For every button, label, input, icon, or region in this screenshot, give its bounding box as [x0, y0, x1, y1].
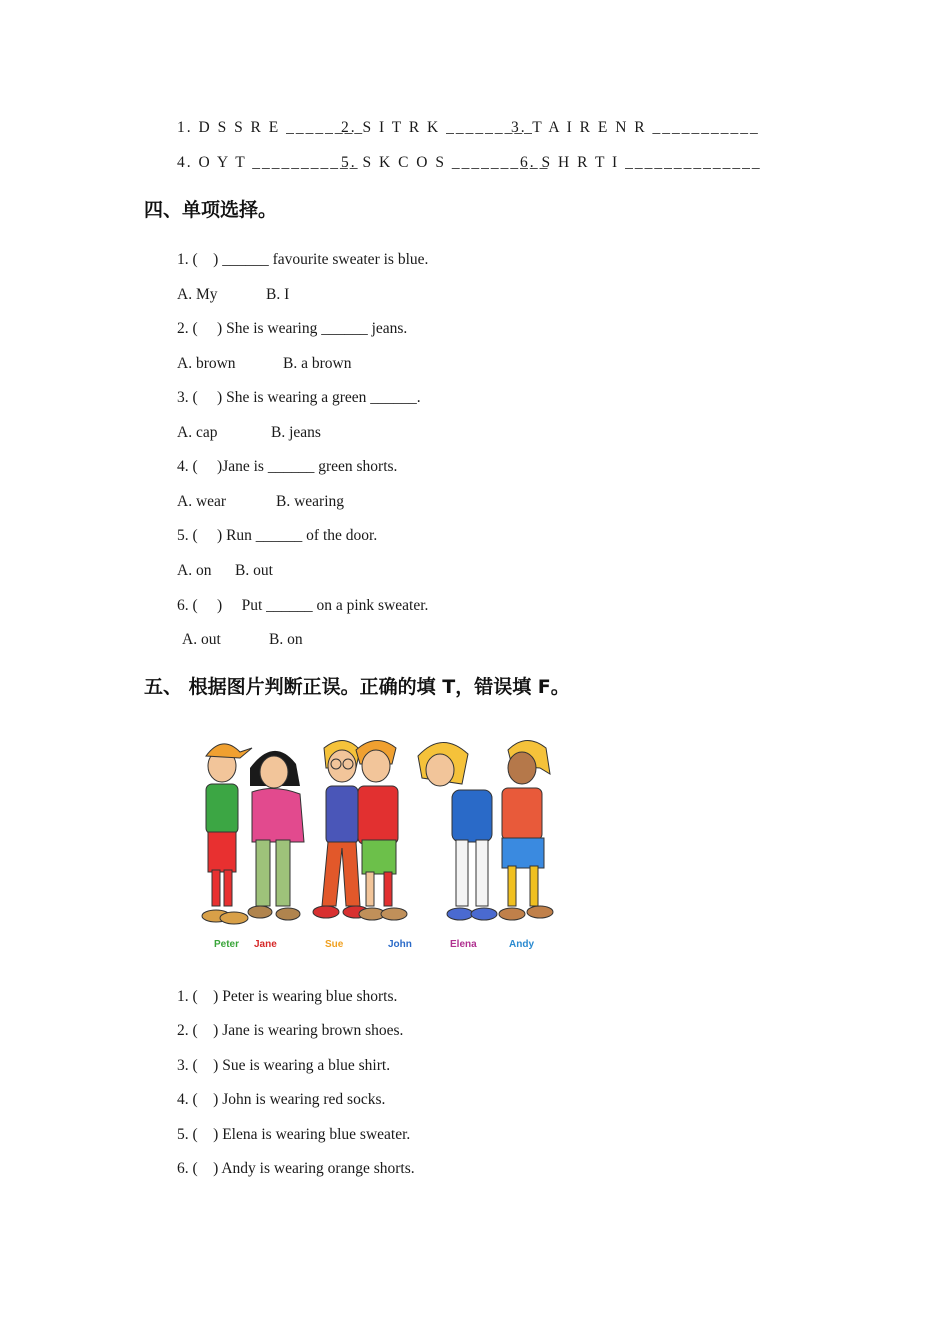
unscramble-2: 2. S I T R K _________ [341, 119, 534, 136]
q2-option-a: A. brown [177, 355, 236, 372]
question-5: 5. ( ) Run ______ of the door. [177, 527, 378, 544]
question-3: 3. ( ) She is wearing a green ______. [177, 389, 421, 406]
q1-option-a: A. My [177, 286, 218, 303]
label-elena: Elena [450, 939, 477, 950]
q2-option-b: B. a brown [283, 355, 352, 372]
statement-3: 3. ( ) Sue is wearing a blue shirt. [177, 1057, 391, 1074]
label-john: John [388, 939, 412, 950]
elena-figure [418, 742, 497, 920]
q6-option-a: A. out [182, 631, 221, 648]
unscramble-4: 4. O Y T ___________ [177, 154, 360, 171]
kids-illustration [196, 728, 562, 954]
statement-1: 1. ( ) Peter is wearing blue shorts. [177, 988, 398, 1005]
unscramble-3: 3. T A I R E N R ___________ [511, 119, 760, 136]
statement-6: 6. ( ) Andy is wearing orange shorts. [177, 1160, 415, 1177]
question-6: 6. ( ) Put ______ on a pink sweater. [177, 597, 429, 614]
question-4: 4. ( )Jane is ______ green shorts. [177, 458, 398, 475]
unscramble-1: 1. D S S R E ________ [177, 119, 365, 136]
jane-figure [248, 751, 304, 920]
question-2: 2. ( ) She is wearing ______ jeans. [177, 320, 408, 337]
statement-4: 4. ( ) John is wearing red socks. [177, 1091, 386, 1108]
q4-option-a: A. wear [177, 493, 227, 510]
q4-option-b: B. wearing [276, 493, 345, 510]
label-jane: Jane [254, 939, 277, 950]
label-sue: Sue [325, 939, 344, 950]
unscramble-6: 6. S H R T I ______________ [520, 154, 762, 171]
section-4-title: 四、单项选择。 [144, 199, 278, 221]
q1-option-b: B. I [266, 286, 290, 303]
peter-figure [202, 744, 252, 924]
unscramble-5: 5. S K C O S __________ [341, 154, 550, 171]
q6-option-b: B. on [269, 631, 303, 648]
statement-2: 2. ( ) Jane is wearing brown shoes. [177, 1022, 404, 1039]
q3-option-a: A. cap [177, 424, 218, 441]
andy-figure [499, 740, 553, 920]
q5-option-b: B. out [235, 562, 273, 579]
section-5-title: 五、 根据图片判断正误。正确的填 T，错误填 F。 [144, 676, 570, 698]
label-peter: Peter [214, 939, 240, 950]
label-andy: Andy [509, 939, 534, 950]
john-figure [356, 740, 407, 920]
q3-option-b: B. jeans [271, 424, 321, 441]
question-1: 1. ( ) ______ favourite sweater is blue. [177, 251, 429, 268]
q5-option-a: A. on [177, 562, 212, 579]
statement-5: 5. ( ) Elena is wearing blue sweater. [177, 1126, 411, 1143]
